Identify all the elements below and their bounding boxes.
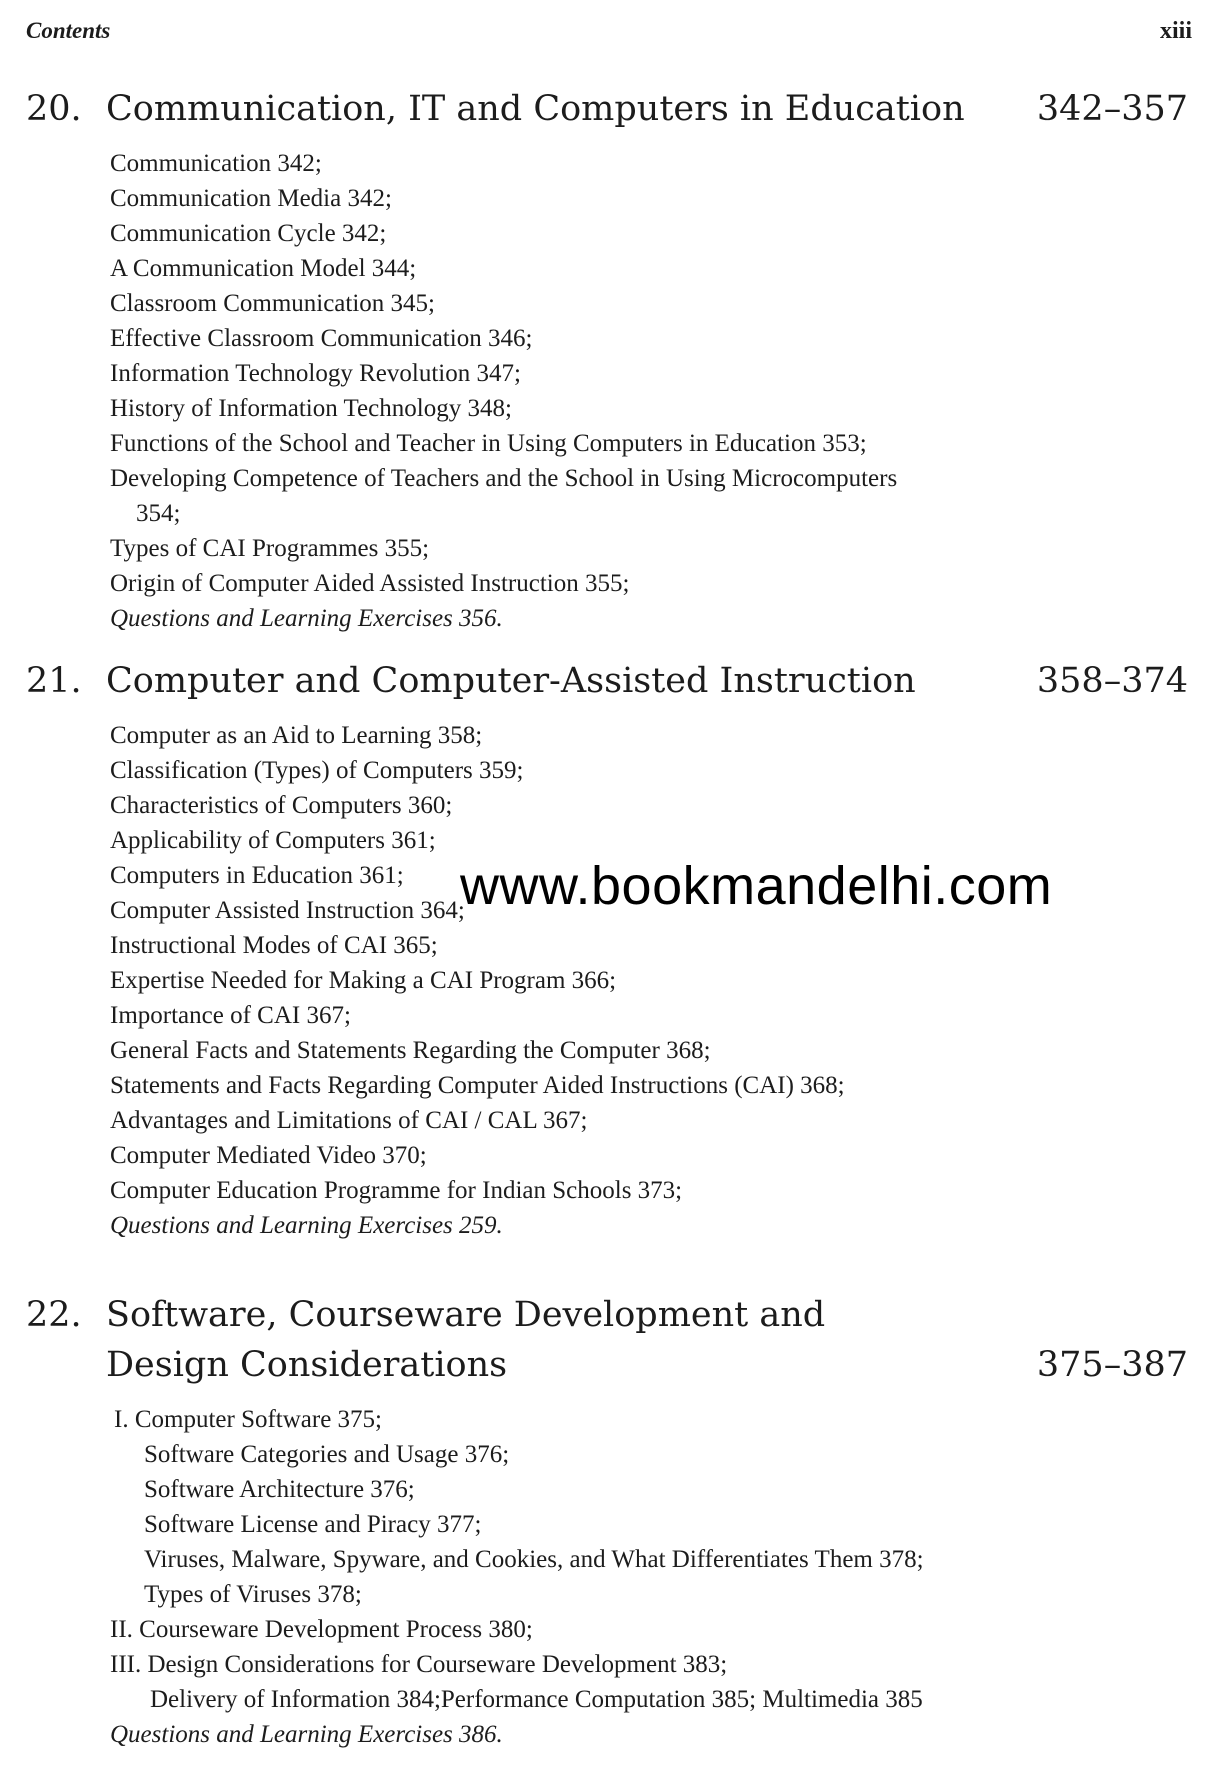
chapter-20 <box>26 84 1188 636</box>
toc-entry: Origin of Computer Aided Assisted Instruction 355; <box>110 570 630 597</box>
toc-entry: Communication 342; <box>110 150 322 177</box>
toc-entry: Statements and Facts Regarding Computer Aided Instructions (CAI) 368; <box>110 1072 845 1099</box>
chapter-21 <box>26 656 1188 1243</box>
watermark-url: www.bookmandelhi.com <box>460 856 1053 916</box>
toc-entry: Types of Viruses 378; <box>144 1581 362 1608</box>
toc-entry: History of Information Technology 348; <box>110 395 512 422</box>
page-number: xiii <box>1159 18 1192 44</box>
chapter-title-line: Design Considerations <box>106 1345 508 1385</box>
chapter-page-range: 375–387 <box>1036 1345 1188 1385</box>
chapter-title <box>106 656 1188 706</box>
chapter-entries <box>110 718 1188 1243</box>
toc-entry: Computer Mediated Video 370; <box>110 1142 427 1169</box>
toc-entry: Software License and Piracy 377; <box>144 1511 482 1538</box>
chapter-title <box>106 84 1188 134</box>
toc-entry: Characteristics of Computers 360; <box>110 792 453 819</box>
toc-entry: Classification (Types) of Computers 359; <box>110 757 524 784</box>
toc-entry: Functions of the School and Teacher in Using Computers in Education 353; <box>110 430 867 457</box>
chapter-page-range: 358–374 <box>1036 661 1188 701</box>
toc-entry: General Facts and Statements Regarding the Computer 368; <box>110 1037 711 1064</box>
chapter-title-line: Communication, IT and Computers in Education <box>106 89 965 129</box>
page-header <box>26 18 1192 58</box>
toc-entry: Developing Competence of Teachers and the School in Using Microcomputers <box>110 465 898 492</box>
toc-entry-page: 354; <box>136 500 181 527</box>
toc-entry-questions: Questions and Learning Exercises 386. <box>110 1721 503 1748</box>
toc-entry: Classroom Communication 345; <box>110 290 435 317</box>
chapter-number: 22. <box>26 1295 82 1335</box>
chapter-number: 20. <box>26 89 82 129</box>
toc-entry-questions: Questions and Learning Exercises 259. <box>110 1212 503 1239</box>
toc-entry: Computers in Education 361; <box>110 862 404 889</box>
toc-section: III. Design Considerations for Courseware Development 383; <box>110 1651 728 1678</box>
toc-entry-continuation <box>110 496 1188 531</box>
toc-entry-questions: Questions and Learning Exercises 356. <box>110 605 503 632</box>
chapter-heading <box>26 84 1188 134</box>
chapter-entries <box>110 146 1188 636</box>
chapter-22 <box>26 1290 1188 1752</box>
running-head: Contents <box>26 18 111 43</box>
chapter-page-range: 342–357 <box>1036 89 1188 129</box>
toc-entry: Applicability of Computers 361; <box>110 827 436 854</box>
chapter-entries <box>110 1402 1188 1752</box>
toc-entry: Computer Assisted Instruction 364; <box>110 897 465 924</box>
toc-entry: Software Architecture 376; <box>144 1476 415 1503</box>
toc-section: I. Computer Software 375; <box>114 1406 383 1433</box>
chapter-title-line: Software, Courseware Development and <box>106 1295 826 1335</box>
chapter-number: 21. <box>26 661 82 701</box>
chapter-title <box>106 1290 1188 1390</box>
toc-entry: Software Categories and Usage 376; <box>144 1441 510 1468</box>
chapter-title-line: Computer and Computer-Assisted Instruction <box>106 661 916 701</box>
toc-entry: Importance of CAI 367; <box>110 1002 351 1029</box>
toc-entry: Computer as an Aid to Learning 358; <box>110 722 483 749</box>
toc-entry: Effective Classroom Communication 346; <box>110 325 533 352</box>
toc-entry: Information Technology Revolution 347; <box>110 360 521 387</box>
toc-section: II. Courseware Development Process 380; <box>110 1616 533 1643</box>
chapter-heading <box>26 656 1188 706</box>
toc-entry: Delivery of Information 384;Performance Computation 385; Multimedia 385 <box>150 1686 923 1713</box>
toc-entry: Communication Media 342; <box>110 185 392 212</box>
toc-entry: Instructional Modes of CAI 365; <box>110 932 438 959</box>
toc-entry: Computer Education Programme for Indian Schools 373; <box>110 1177 683 1204</box>
toc-entry: Viruses, Malware, Spyware, and Cookies, and What Differentiates Them 378; <box>144 1546 924 1573</box>
toc-entry: Types of CAI Programmes 355; <box>110 535 430 562</box>
toc-entry: Expertise Needed for Making a CAI Program 366; <box>110 967 617 994</box>
toc-entry: A Communication Model 344; <box>110 255 417 282</box>
chapter-heading <box>26 1290 1188 1390</box>
toc-entry: Advantages and Limitations of CAI / CAL 367; <box>110 1107 588 1134</box>
toc-entry: Communication Cycle 342; <box>110 220 387 247</box>
